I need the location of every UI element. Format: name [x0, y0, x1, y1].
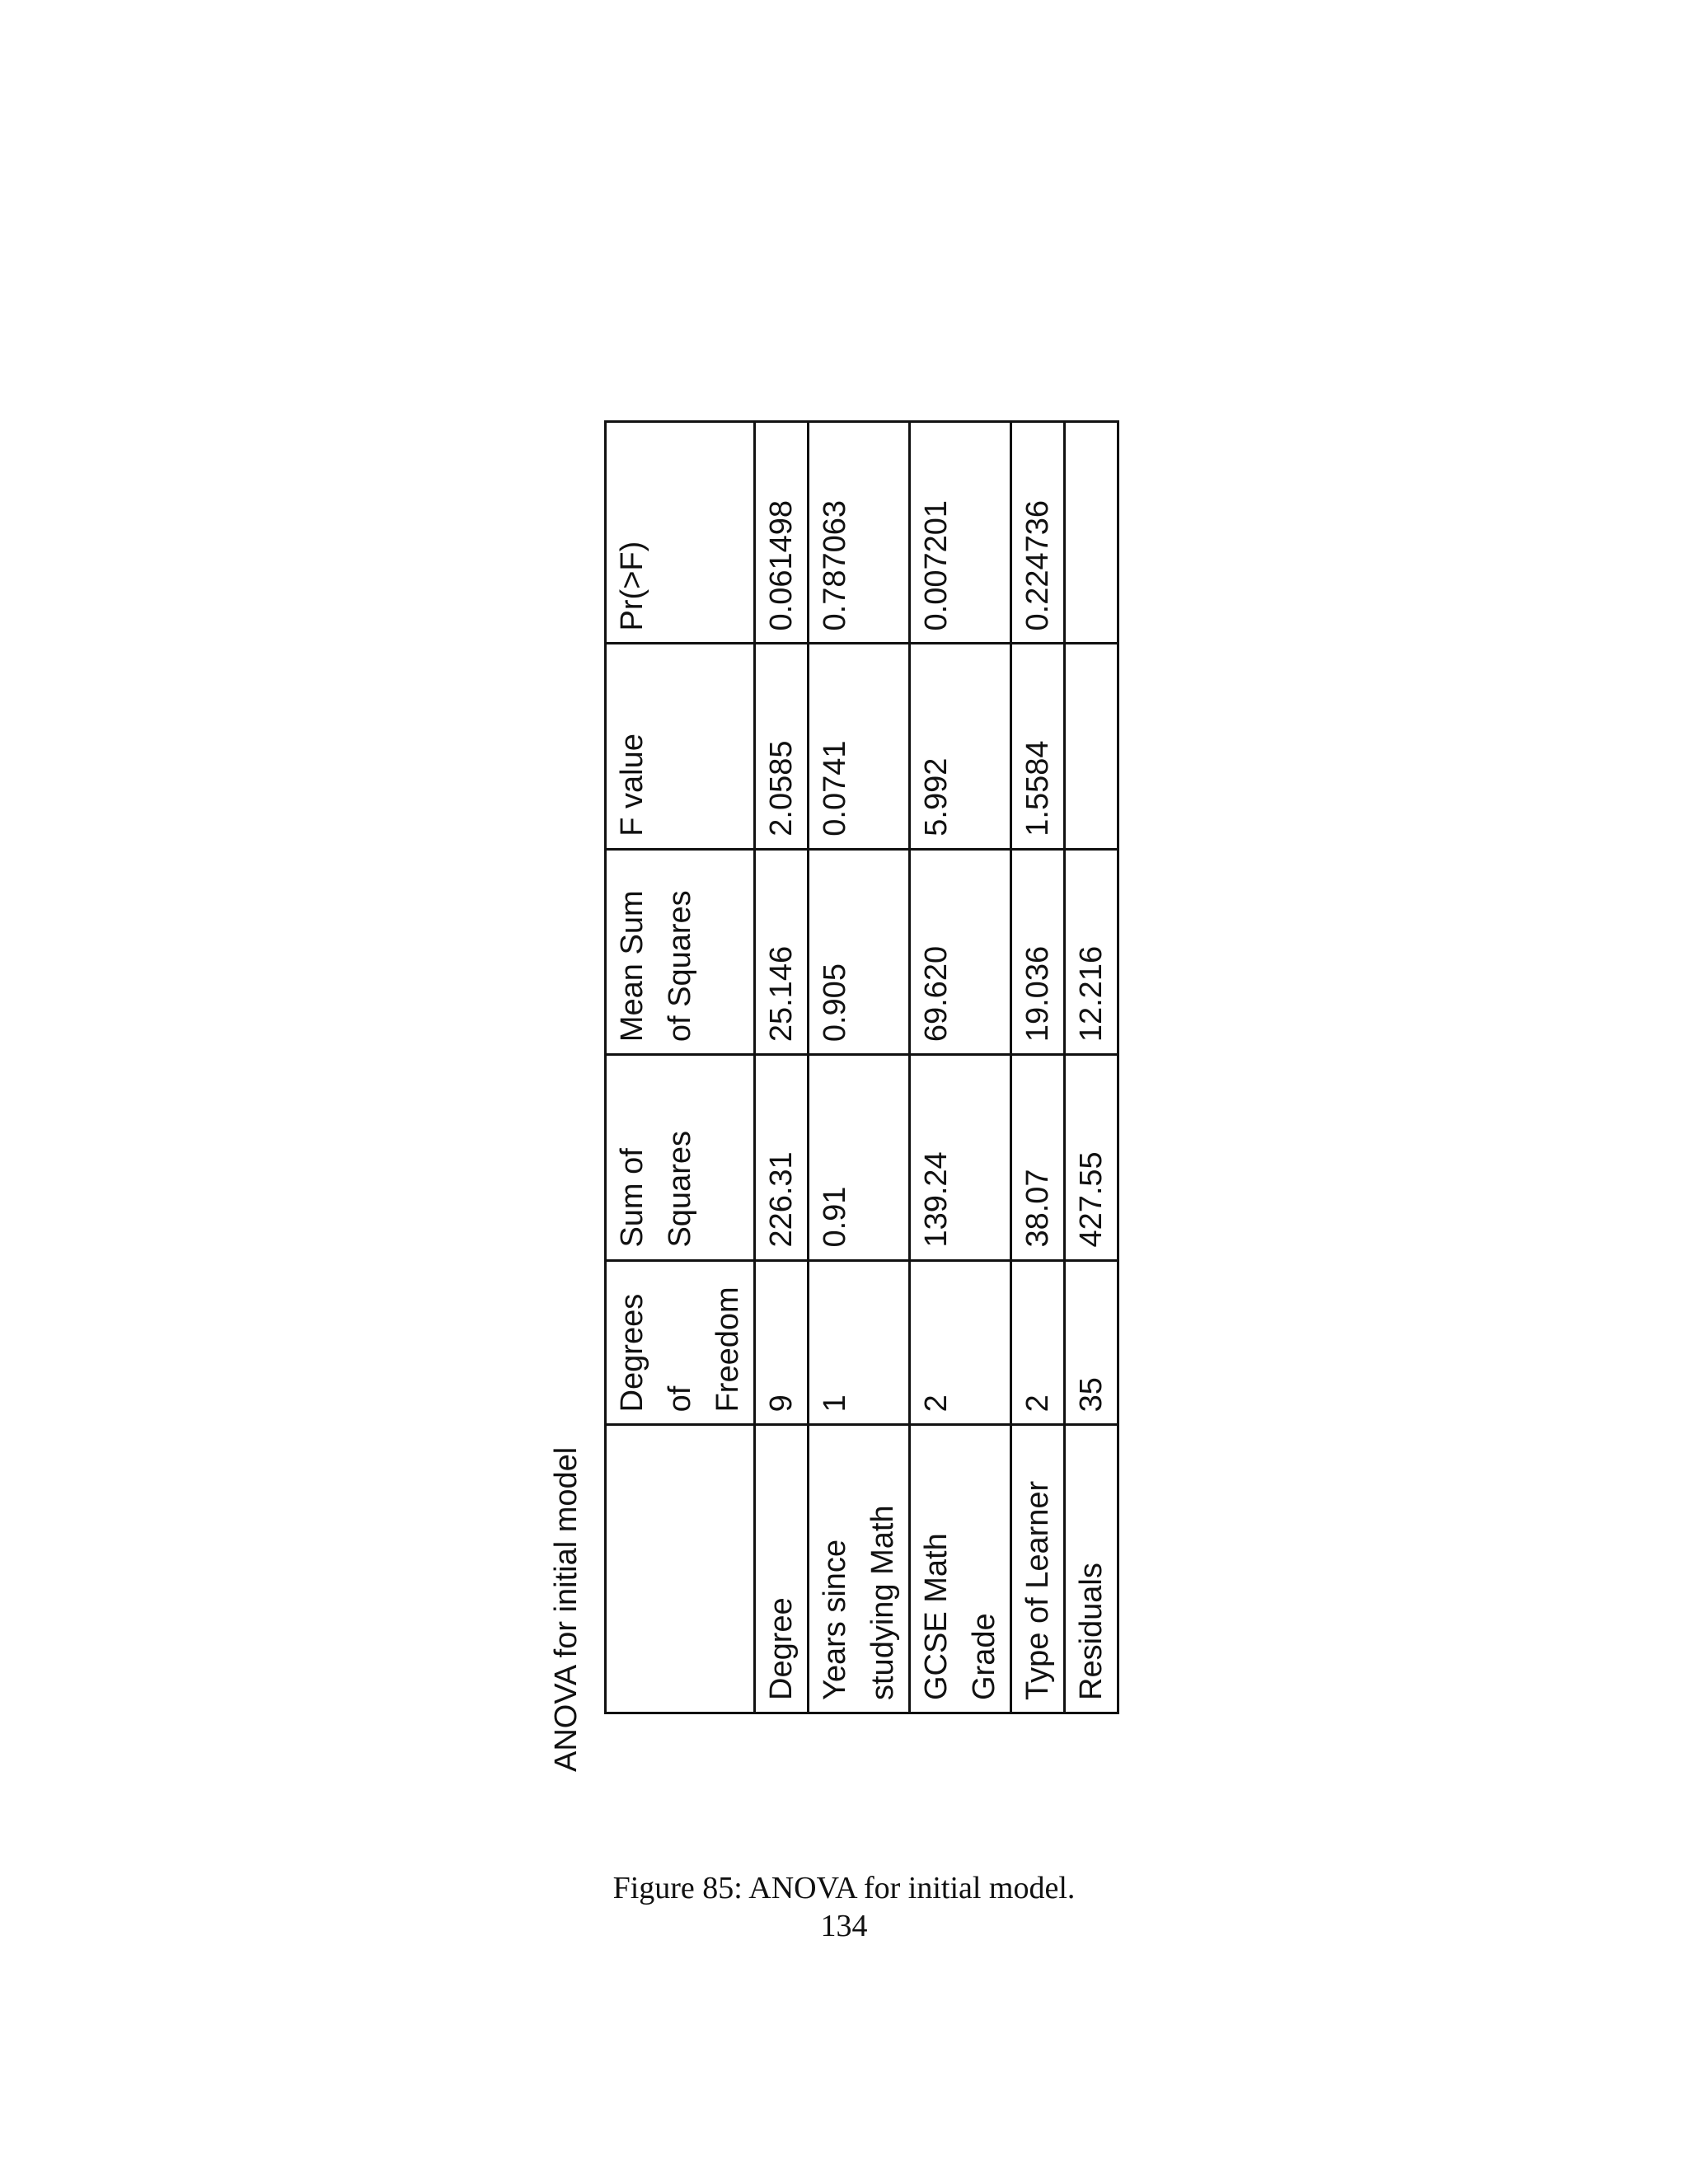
table-header-row: [606, 422, 755, 1713]
table-row: [755, 422, 809, 1713]
table-row: [910, 422, 1011, 1713]
header-cell-df: Degrees of Freedom: [606, 1260, 755, 1425]
table-row: [809, 422, 910, 1713]
table-cell: 5.992: [910, 644, 1011, 849]
table-cell: 12.216: [1065, 849, 1118, 1054]
anova-figure: [542, 445, 1109, 1772]
table-cell: 0.787063: [809, 422, 910, 644]
row-label: Degree: [755, 1425, 809, 1713]
table-cell: 0.91: [809, 1055, 910, 1260]
table-row: [1011, 422, 1065, 1713]
anova-table: [604, 420, 1119, 1714]
table-cell: 427.55: [1065, 1055, 1118, 1260]
header-cell-p-value: Pr(>F): [606, 422, 755, 644]
table-cell: 19.036: [1011, 849, 1065, 1054]
row-label: Type of Learner: [1011, 1425, 1065, 1713]
table-cell: 2.0585: [755, 644, 809, 849]
table-cell: 25.146: [755, 849, 809, 1054]
table-cell: 2: [910, 1260, 1011, 1425]
table-cell: 1: [809, 1260, 910, 1425]
header-cell-mean-sq: Mean Sum of Squares: [606, 849, 755, 1054]
table-cell: 38.07: [1011, 1055, 1065, 1260]
figure-caption: Figure 85: ANOVA for initial model.: [612, 1871, 1076, 1905]
row-label: Years since studying Math: [809, 1425, 910, 1713]
table-cell: 0.061498: [755, 422, 809, 644]
table-cell: 0.0741: [809, 644, 910, 849]
table-cell: 69.620: [910, 849, 1011, 1054]
table-cell: 35: [1065, 1260, 1118, 1425]
table-cell: 0.905: [809, 849, 910, 1054]
table-row: [1065, 422, 1118, 1713]
page-number: 134: [820, 1909, 868, 1943]
row-label: GCSE Math Grade: [910, 1425, 1011, 1713]
header-cell-f-value: F value: [606, 644, 755, 849]
header-cell-blank: [606, 1425, 755, 1713]
table-cell: 226.31: [755, 1055, 809, 1260]
header-cell-sum-sq: Sum of Squares: [606, 1055, 755, 1260]
table-cell: [1065, 644, 1118, 849]
table-cell: 139.24: [910, 1055, 1011, 1260]
figure-title: ANOVA for initial model: [549, 1446, 584, 1772]
table-cell: 9: [755, 1260, 809, 1425]
table-cell: 0.224736: [1011, 422, 1065, 644]
table-cell: 0.007201: [910, 422, 1011, 644]
row-label: Residuals: [1065, 1425, 1118, 1713]
table-cell: 1.5584: [1011, 644, 1065, 849]
table-cell: 2: [1011, 1260, 1065, 1425]
table-cell: [1065, 422, 1118, 644]
